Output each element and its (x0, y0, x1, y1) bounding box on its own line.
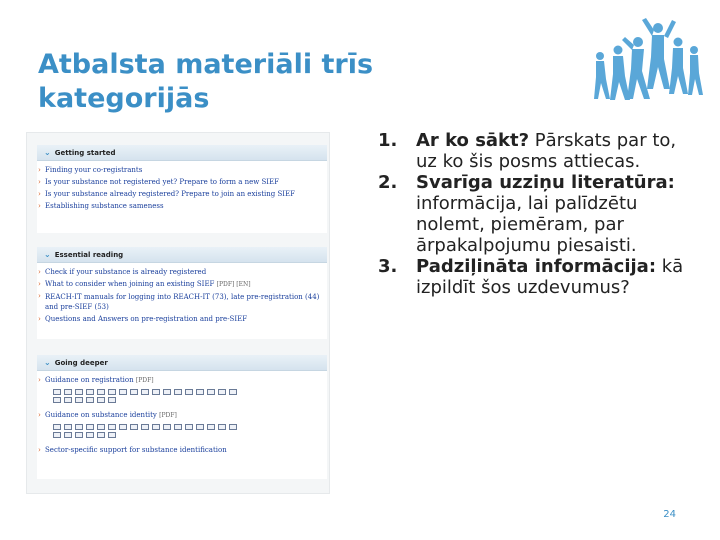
language-icon[interactable] (119, 389, 127, 395)
language-icon[interactable] (86, 424, 94, 430)
language-icons (37, 389, 327, 395)
language-icon[interactable] (163, 424, 171, 430)
arrow-right-icon: › (38, 202, 41, 210)
list-item: 2. Svarīga uzziņu literatūra: informācija, lai palīdzētu nolemt, piemēram, par ārpakalpojumu piesaisti. (378, 172, 675, 256)
arrow-right-icon: › (38, 376, 41, 384)
list-item[interactable]: › Guidance on registration [PDF] (38, 376, 154, 384)
section-going-deeper (37, 355, 327, 479)
language-icon[interactable] (64, 432, 72, 438)
language-icons (37, 397, 327, 403)
language-icon[interactable] (141, 424, 149, 430)
list-item[interactable]: › Finding your co-registrants (38, 166, 143, 174)
language-icon[interactable] (174, 424, 182, 430)
language-icon[interactable] (152, 424, 160, 430)
language-icon[interactable] (97, 397, 105, 403)
language-icon[interactable] (130, 424, 138, 430)
language-icon[interactable] (97, 424, 105, 430)
language-icon[interactable] (229, 424, 237, 430)
language-icon[interactable] (108, 432, 116, 438)
language-icon[interactable] (75, 397, 83, 403)
language-icon[interactable] (53, 432, 61, 438)
arrow-right-icon: › (38, 268, 41, 276)
language-icon[interactable] (185, 389, 193, 395)
arrow-right-icon: › (38, 446, 41, 454)
section-essential-reading (37, 247, 327, 339)
language-icon[interactable] (75, 424, 83, 430)
language-icon[interactable] (163, 389, 171, 395)
page-number: 24 (663, 509, 676, 520)
language-icon[interactable] (64, 424, 72, 430)
screenshot-panel (26, 132, 330, 494)
list-item: 3. Padziļināta informācija: kā izpildīt šos uzdevumus? (378, 256, 684, 298)
section-heading[interactable]: ⌄ Getting started (37, 145, 327, 161)
language-icon[interactable] (196, 424, 204, 430)
language-icon[interactable] (75, 389, 83, 395)
language-icon[interactable] (141, 389, 149, 395)
list-item[interactable]: › Check if your substance is already registered (38, 268, 207, 276)
language-icon[interactable] (174, 389, 182, 395)
category-list (378, 130, 698, 298)
language-icon[interactable] (75, 432, 83, 438)
language-icon[interactable] (108, 397, 116, 403)
chevron-down-icon: ⌄ (44, 358, 51, 367)
list-item[interactable]: › Establishing substance sameness (38, 202, 164, 210)
section-getting-started (37, 145, 327, 233)
language-icon[interactable] (207, 424, 215, 430)
section-heading[interactable]: ⌄ Essential reading (37, 247, 327, 263)
language-icon[interactable] (53, 397, 61, 403)
chevron-down-icon: ⌄ (44, 148, 51, 157)
language-icon[interactable] (218, 389, 226, 395)
language-icon[interactable] (218, 424, 226, 430)
language-icon[interactable] (64, 397, 72, 403)
language-icon[interactable] (108, 424, 116, 430)
language-icon[interactable] (97, 389, 105, 395)
slide-title: Atbalsta materiāli trīs kategorijās (38, 49, 374, 114)
language-icon[interactable] (207, 389, 215, 395)
list-item[interactable]: › Is your substance not registered yet? Prepare to form a new SIEF (38, 178, 280, 186)
list-item[interactable]: › Questions and Answers on pre-registration and pre-SIEF (38, 315, 248, 323)
arrow-right-icon: › (38, 178, 41, 186)
language-icon[interactable] (86, 397, 94, 403)
language-icon[interactable] (53, 389, 61, 395)
language-icon[interactable] (130, 389, 138, 395)
chevron-down-icon: ⌄ (44, 250, 51, 259)
language-icon[interactable] (152, 389, 160, 395)
list-item[interactable]: › Sector-specific support for substance identification (38, 446, 227, 454)
language-icon[interactable] (185, 424, 193, 430)
language-icon[interactable] (86, 432, 94, 438)
language-icon[interactable] (196, 389, 204, 395)
arrow-right-icon: › (38, 190, 41, 198)
language-icon[interactable] (53, 424, 61, 430)
language-icon[interactable] (229, 389, 237, 395)
arrow-right-icon: › (38, 166, 41, 174)
runners-icon (586, 12, 706, 112)
list-item[interactable]: › What to consider when joining an existing SIEF [PDF] [EN] (38, 280, 251, 288)
language-icon[interactable] (64, 389, 72, 395)
language-icons (37, 432, 327, 438)
language-icon[interactable] (86, 389, 94, 395)
list-item[interactable]: › REACH-IT manuals for logging into REACH-IT (73), late pre-registration (44) and pre-SIEF (53) (38, 292, 320, 311)
language-icon[interactable] (97, 432, 105, 438)
arrow-right-icon: › (38, 315, 41, 323)
list-item: 1. Ar ko sākt? Pārskats par to, uz ko šis posms attiecas. (378, 130, 677, 172)
language-icon[interactable] (108, 389, 116, 395)
list-item[interactable]: › Guidance on substance identity [PDF] (38, 411, 177, 419)
section-heading[interactable]: ⌄ Going deeper (37, 355, 327, 371)
arrow-right-icon: › (38, 411, 41, 419)
language-icon[interactable] (119, 424, 127, 430)
list-item[interactable]: › Is your substance already registered? Prepare to join an existing SIEF (38, 190, 296, 198)
language-icons (37, 424, 327, 430)
arrow-right-icon: › (38, 280, 41, 288)
arrow-right-icon: › (38, 292, 41, 300)
